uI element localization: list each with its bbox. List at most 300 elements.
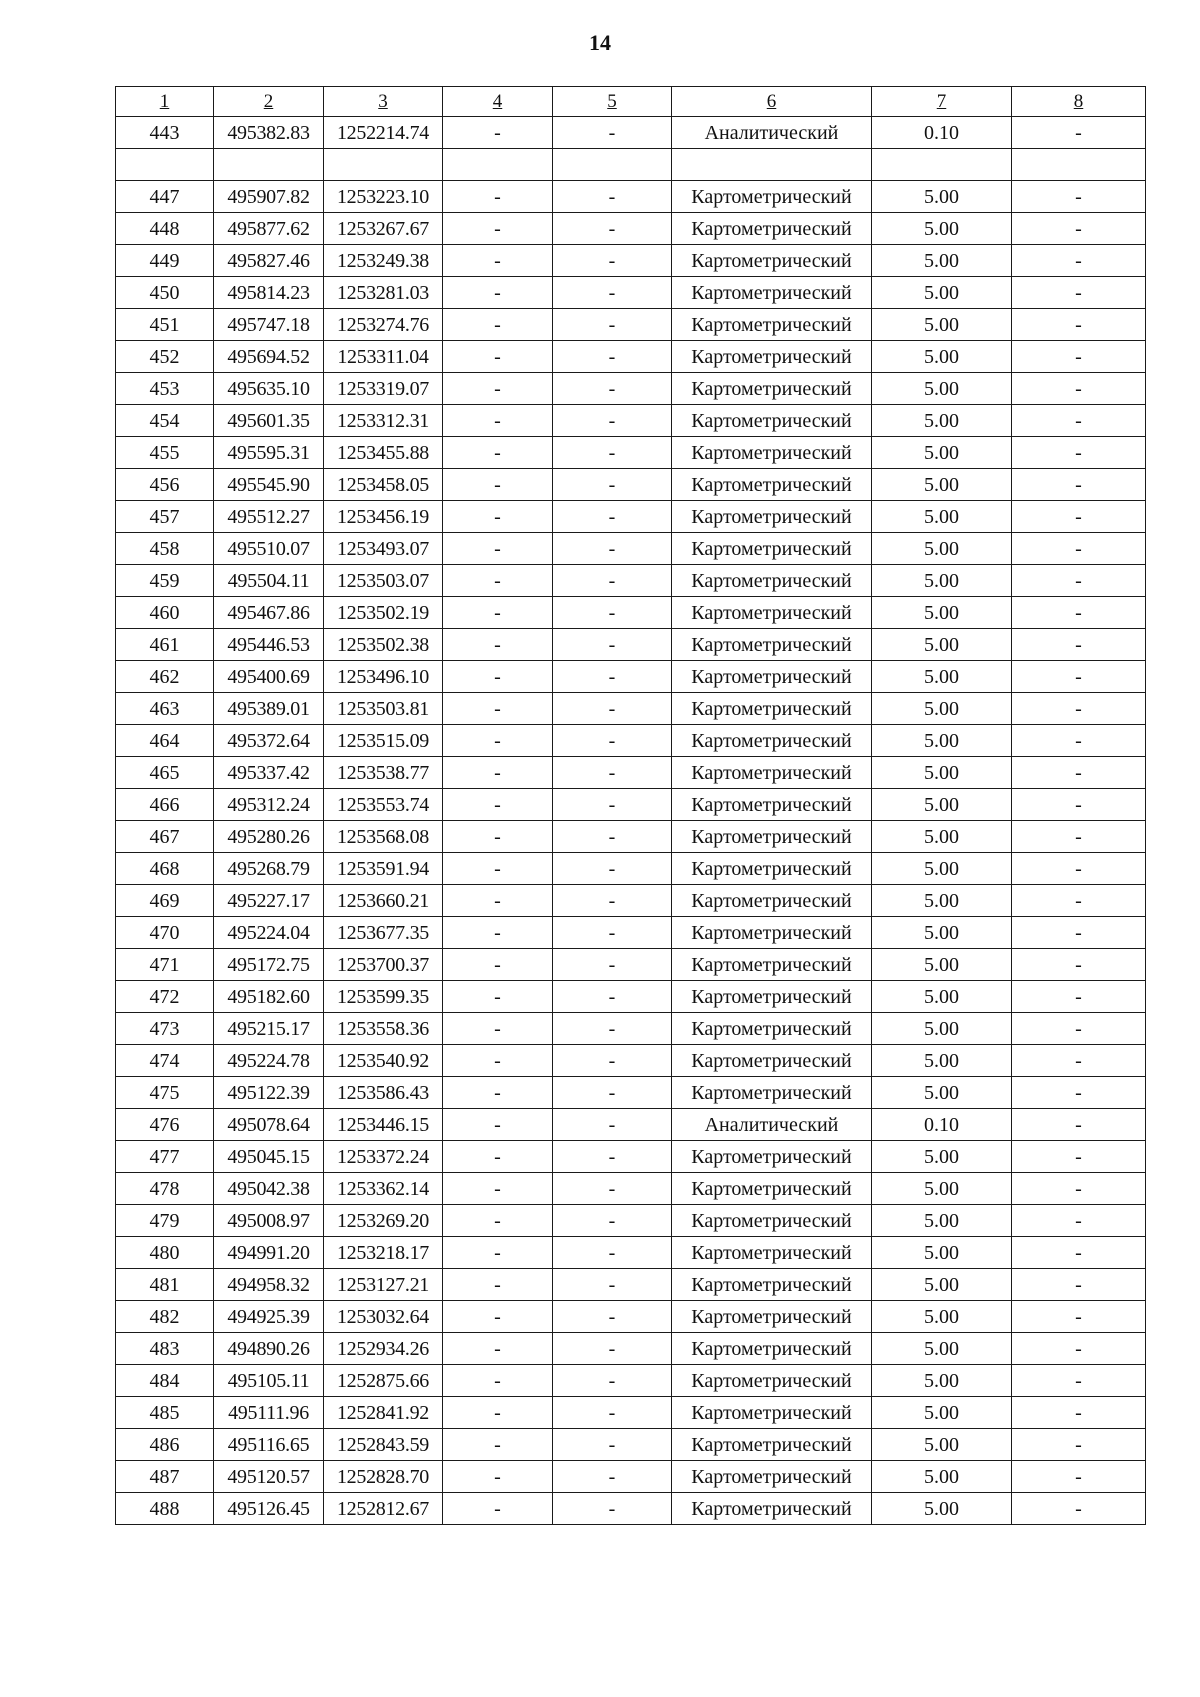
x-coordinate-cell: 495227.17 [214, 885, 324, 917]
x-coordinate-cell: 495389.01 [214, 693, 324, 725]
point-number-cell: 461 [116, 629, 214, 661]
y-coordinate-cell: 1253586.43 [324, 1077, 443, 1109]
y-coordinate-cell: 1253568.08 [324, 821, 443, 853]
column-4-cell: - [443, 1205, 553, 1237]
accuracy-cell: 5.00 [872, 885, 1012, 917]
method-cell: Картометрический [672, 373, 872, 405]
column-8-cell: - [1012, 1269, 1146, 1301]
method-cell: Картометрический [672, 565, 872, 597]
column-5-cell: - [553, 1173, 672, 1205]
column-4-cell: - [443, 1461, 553, 1493]
column-8-cell: - [1012, 693, 1146, 725]
accuracy-cell: 5.00 [872, 565, 1012, 597]
method-cell: Картометрический [672, 245, 872, 277]
table-row [116, 1461, 1146, 1493]
column-5-cell: - [553, 1397, 672, 1429]
x-coordinate-cell: 495372.64 [214, 725, 324, 757]
column-header-4: 4 [443, 87, 553, 117]
point-number-cell: 459 [116, 565, 214, 597]
accuracy-cell: 5.00 [872, 213, 1012, 245]
x-coordinate-cell: 495877.62 [214, 213, 324, 245]
column-4-cell: - [443, 693, 553, 725]
column-8-cell: - [1012, 1013, 1146, 1045]
method-cell: Картометрический [672, 501, 872, 533]
method-cell [672, 149, 872, 181]
x-coordinate-cell: 495337.42 [214, 757, 324, 789]
x-coordinate-cell: 494925.39 [214, 1301, 324, 1333]
column-8-cell: - [1012, 117, 1146, 149]
column-4-cell: - [443, 1237, 553, 1269]
method-cell: Картометрический [672, 1461, 872, 1493]
column-8-cell: - [1012, 789, 1146, 821]
y-coordinate-cell: 1253455.88 [324, 437, 443, 469]
point-number-cell: 448 [116, 213, 214, 245]
table-row [116, 1301, 1146, 1333]
y-coordinate-cell: 1253249.38 [324, 245, 443, 277]
x-coordinate-cell: 494958.32 [214, 1269, 324, 1301]
x-coordinate-cell: 495312.24 [214, 789, 324, 821]
x-coordinate-cell: 495446.53 [214, 629, 324, 661]
accuracy-cell: 5.00 [872, 757, 1012, 789]
column-5-cell: - [553, 789, 672, 821]
column-5-cell: - [553, 597, 672, 629]
accuracy-cell: 5.00 [872, 1397, 1012, 1429]
x-coordinate-cell: 495601.35 [214, 405, 324, 437]
x-coordinate-cell: 495120.57 [214, 1461, 324, 1493]
point-number-cell: 468 [116, 853, 214, 885]
table-row [116, 469, 1146, 501]
x-coordinate-cell: 495467.86 [214, 597, 324, 629]
accuracy-cell: 5.00 [872, 245, 1012, 277]
column-4-cell: - [443, 1333, 553, 1365]
column-8-cell: - [1012, 277, 1146, 309]
accuracy-cell: 5.00 [872, 1237, 1012, 1269]
table-row [116, 661, 1146, 693]
table-row [116, 1013, 1146, 1045]
column-8-cell: - [1012, 1397, 1146, 1429]
x-coordinate-cell: 495512.27 [214, 501, 324, 533]
method-cell: Картометрический [672, 1077, 872, 1109]
accuracy-cell: 5.00 [872, 1269, 1012, 1301]
y-coordinate-cell: 1252812.67 [324, 1493, 443, 1525]
point-number-cell: 465 [116, 757, 214, 789]
method-cell: Картометрический [672, 277, 872, 309]
y-coordinate-cell: 1253599.35 [324, 981, 443, 1013]
column-8-cell: - [1012, 853, 1146, 885]
point-number-cell: 472 [116, 981, 214, 1013]
point-number-cell: 484 [116, 1365, 214, 1397]
coordinates-table [115, 86, 1146, 1525]
method-cell: Картометрический [672, 1237, 872, 1269]
accuracy-cell: 5.00 [872, 853, 1012, 885]
accuracy-cell [872, 149, 1012, 181]
method-cell: Картометрический [672, 1301, 872, 1333]
column-8-cell: - [1012, 917, 1146, 949]
column-4-cell: - [443, 725, 553, 757]
y-coordinate-cell: 1253503.07 [324, 565, 443, 597]
point-number-cell: 479 [116, 1205, 214, 1237]
method-cell: Картометрический [672, 693, 872, 725]
point-number-cell: 485 [116, 1397, 214, 1429]
accuracy-cell: 5.00 [872, 1077, 1012, 1109]
x-coordinate-cell: 495105.11 [214, 1365, 324, 1397]
point-number-cell: 458 [116, 533, 214, 565]
x-coordinate-cell: 495111.96 [214, 1397, 324, 1429]
column-5-cell: - [553, 821, 672, 853]
column-4-cell: - [443, 1109, 553, 1141]
point-number-cell: 451 [116, 309, 214, 341]
accuracy-cell: 5.00 [872, 405, 1012, 437]
table-row [116, 1269, 1146, 1301]
y-coordinate-cell: 1253591.94 [324, 853, 443, 885]
column-4-cell: - [443, 309, 553, 341]
column-8-cell: - [1012, 1237, 1146, 1269]
method-cell: Картометрический [672, 949, 872, 981]
point-number-cell: 443 [116, 117, 214, 149]
point-number-cell: 467 [116, 821, 214, 853]
column-8-cell: - [1012, 1493, 1146, 1525]
point-number-cell: 473 [116, 1013, 214, 1045]
column-4-cell: - [443, 885, 553, 917]
column-8-cell: - [1012, 437, 1146, 469]
method-cell: Картометрический [672, 885, 872, 917]
y-coordinate-cell: 1252214.74 [324, 117, 443, 149]
method-cell: Картометрический [672, 437, 872, 469]
table-row [116, 1237, 1146, 1269]
column-5-cell: - [553, 1429, 672, 1461]
point-number-cell [116, 149, 214, 181]
point-number-cell: 456 [116, 469, 214, 501]
method-cell: Картометрический [672, 981, 872, 1013]
method-cell: Картометрический [672, 1045, 872, 1077]
column-5-cell: - [553, 1141, 672, 1173]
column-header-2: 2 [214, 87, 324, 117]
y-coordinate-cell: 1253540.92 [324, 1045, 443, 1077]
accuracy-cell: 5.00 [872, 597, 1012, 629]
table-row [116, 693, 1146, 725]
column-5-cell: - [553, 885, 672, 917]
table-row [116, 917, 1146, 949]
column-8-cell: - [1012, 1173, 1146, 1205]
y-coordinate-cell: 1253372.24 [324, 1141, 443, 1173]
accuracy-cell: 5.00 [872, 309, 1012, 341]
column-8-cell: - [1012, 469, 1146, 501]
column-5-cell: - [553, 373, 672, 405]
point-number-cell: 488 [116, 1493, 214, 1525]
column-4-cell: - [443, 789, 553, 821]
table-row [116, 629, 1146, 661]
method-cell: Картометрический [672, 213, 872, 245]
method-cell: Картометрический [672, 661, 872, 693]
x-coordinate-cell: 495907.82 [214, 181, 324, 213]
x-coordinate-cell: 495280.26 [214, 821, 324, 853]
column-4-cell: - [443, 1493, 553, 1525]
column-8-cell: - [1012, 373, 1146, 405]
table-header-row [116, 87, 1146, 117]
column-5-cell [553, 149, 672, 181]
accuracy-cell: 5.00 [872, 1173, 1012, 1205]
column-4-cell: - [443, 1269, 553, 1301]
x-coordinate-cell: 495172.75 [214, 949, 324, 981]
x-coordinate-cell: 495694.52 [214, 341, 324, 373]
column-5-cell: - [553, 1461, 672, 1493]
column-5-cell: - [553, 533, 672, 565]
column-4-cell: - [443, 117, 553, 149]
column-8-cell: - [1012, 1141, 1146, 1173]
point-number-cell: 455 [116, 437, 214, 469]
column-4-cell: - [443, 917, 553, 949]
y-coordinate-cell: 1253274.76 [324, 309, 443, 341]
accuracy-cell: 5.00 [872, 693, 1012, 725]
y-coordinate-cell: 1253446.15 [324, 1109, 443, 1141]
point-number-cell: 487 [116, 1461, 214, 1493]
column-5-cell: - [553, 405, 672, 437]
column-8-cell: - [1012, 213, 1146, 245]
y-coordinate-cell: 1252875.66 [324, 1365, 443, 1397]
table-row [116, 1109, 1146, 1141]
y-coordinate-cell: 1253553.74 [324, 789, 443, 821]
column-4-cell: - [443, 853, 553, 885]
table-row [116, 501, 1146, 533]
column-4-cell: - [443, 757, 553, 789]
column-8-cell: - [1012, 533, 1146, 565]
column-8-cell: - [1012, 309, 1146, 341]
y-coordinate-cell: 1253503.81 [324, 693, 443, 725]
column-4-cell: - [443, 949, 553, 981]
point-number-cell: 476 [116, 1109, 214, 1141]
column-header-5: 5 [553, 87, 672, 117]
method-cell: Картометрический [672, 917, 872, 949]
x-coordinate-cell: 495122.39 [214, 1077, 324, 1109]
y-coordinate-cell: 1253677.35 [324, 917, 443, 949]
y-coordinate-cell: 1253456.19 [324, 501, 443, 533]
column-4-cell: - [443, 1045, 553, 1077]
column-5-cell: - [553, 501, 672, 533]
column-5-cell: - [553, 1045, 672, 1077]
column-4-cell: - [443, 1141, 553, 1173]
column-header-3: 3 [324, 87, 443, 117]
method-cell: Картометрический [672, 181, 872, 213]
table-row [116, 149, 1146, 181]
y-coordinate-cell: 1253502.19 [324, 597, 443, 629]
x-coordinate-cell: 495510.07 [214, 533, 324, 565]
y-coordinate-cell: 1253218.17 [324, 1237, 443, 1269]
x-coordinate-cell: 495504.11 [214, 565, 324, 597]
column-8-cell: - [1012, 565, 1146, 597]
point-number-cell: 478 [116, 1173, 214, 1205]
column-4-cell: - [443, 1077, 553, 1109]
point-number-cell: 463 [116, 693, 214, 725]
method-cell: Картометрический [672, 757, 872, 789]
column-8-cell: - [1012, 181, 1146, 213]
accuracy-cell: 5.00 [872, 1045, 1012, 1077]
x-coordinate-cell: 494890.26 [214, 1333, 324, 1365]
table-row [116, 533, 1146, 565]
method-cell: Картометрический [672, 533, 872, 565]
column-4-cell: - [443, 405, 553, 437]
method-cell: Картометрический [672, 853, 872, 885]
y-coordinate-cell: 1253312.31 [324, 405, 443, 437]
y-coordinate-cell: 1253700.37 [324, 949, 443, 981]
column-4-cell: - [443, 565, 553, 597]
column-header-8: 8 [1012, 87, 1146, 117]
column-8-cell: - [1012, 597, 1146, 629]
column-5-cell: - [553, 469, 672, 501]
column-4-cell: - [443, 1429, 553, 1461]
point-number-cell: 480 [116, 1237, 214, 1269]
table-row [116, 981, 1146, 1013]
point-number-cell: 453 [116, 373, 214, 405]
column-4-cell: - [443, 597, 553, 629]
table-row [116, 405, 1146, 437]
table-row [116, 309, 1146, 341]
x-coordinate-cell: 495635.10 [214, 373, 324, 405]
method-cell: Картометрический [672, 725, 872, 757]
accuracy-cell: 5.00 [872, 1429, 1012, 1461]
column-8-cell: - [1012, 1333, 1146, 1365]
accuracy-cell: 5.00 [872, 1365, 1012, 1397]
x-coordinate-cell: 495116.65 [214, 1429, 324, 1461]
point-number-cell: 483 [116, 1333, 214, 1365]
y-coordinate-cell: 1253032.64 [324, 1301, 443, 1333]
y-coordinate-cell: 1253538.77 [324, 757, 443, 789]
page-number: 14 [589, 30, 611, 55]
table-row [116, 1173, 1146, 1205]
column-5-cell: - [553, 661, 672, 693]
column-8-cell: - [1012, 1461, 1146, 1493]
column-5-cell: - [553, 1365, 672, 1397]
accuracy-cell: 5.00 [872, 949, 1012, 981]
y-coordinate-cell: 1253267.67 [324, 213, 443, 245]
column-5-cell: - [553, 181, 672, 213]
table-row [116, 1045, 1146, 1077]
column-5-cell: - [553, 725, 672, 757]
point-number-cell: 452 [116, 341, 214, 373]
x-coordinate-cell: 495042.38 [214, 1173, 324, 1205]
accuracy-cell: 0.10 [872, 1109, 1012, 1141]
column-4-cell: - [443, 181, 553, 213]
accuracy-cell: 5.00 [872, 1301, 1012, 1333]
table-row [116, 373, 1146, 405]
table-row [116, 1493, 1146, 1525]
table-row [116, 277, 1146, 309]
x-coordinate-cell: 495224.04 [214, 917, 324, 949]
y-coordinate-cell: 1253269.20 [324, 1205, 443, 1237]
column-4-cell: - [443, 661, 553, 693]
accuracy-cell: 5.00 [872, 1493, 1012, 1525]
y-coordinate-cell: 1253311.04 [324, 341, 443, 373]
column-8-cell: - [1012, 1077, 1146, 1109]
y-coordinate-cell: 1253496.10 [324, 661, 443, 693]
method-cell: Картометрический [672, 1333, 872, 1365]
column-8-cell: - [1012, 885, 1146, 917]
method-cell: Картометрический [672, 1013, 872, 1045]
accuracy-cell: 5.00 [872, 181, 1012, 213]
accuracy-cell: 5.00 [872, 725, 1012, 757]
point-number-cell: 464 [116, 725, 214, 757]
column-8-cell: - [1012, 1301, 1146, 1333]
accuracy-cell: 5.00 [872, 981, 1012, 1013]
column-8-cell: - [1012, 981, 1146, 1013]
x-coordinate-cell: 495400.69 [214, 661, 324, 693]
point-number-cell: 475 [116, 1077, 214, 1109]
x-coordinate-cell: 495008.97 [214, 1205, 324, 1237]
column-4-cell: - [443, 821, 553, 853]
table-row [116, 1141, 1146, 1173]
method-cell: Картометрический [672, 1205, 872, 1237]
method-cell: Картометрический [672, 1493, 872, 1525]
column-8-cell: - [1012, 501, 1146, 533]
column-4-cell: - [443, 1173, 553, 1205]
column-5-cell: - [553, 1237, 672, 1269]
column-8-cell: - [1012, 405, 1146, 437]
accuracy-cell: 5.00 [872, 437, 1012, 469]
column-4-cell: - [443, 341, 553, 373]
table-row [116, 1365, 1146, 1397]
x-coordinate-cell: 495268.79 [214, 853, 324, 885]
y-coordinate-cell: 1253558.36 [324, 1013, 443, 1045]
column-4-cell: - [443, 501, 553, 533]
accuracy-cell: 5.00 [872, 501, 1012, 533]
column-4-cell [443, 149, 553, 181]
y-coordinate-cell: 1253515.09 [324, 725, 443, 757]
table-row [116, 597, 1146, 629]
y-coordinate-cell: 1253502.38 [324, 629, 443, 661]
accuracy-cell: 5.00 [872, 341, 1012, 373]
method-cell: Картометрический [672, 1397, 872, 1429]
point-number-cell: 454 [116, 405, 214, 437]
table-body [116, 117, 1146, 1525]
accuracy-cell: 5.00 [872, 1205, 1012, 1237]
method-cell: Картометрический [672, 1141, 872, 1173]
column-8-cell: - [1012, 949, 1146, 981]
column-8-cell [1012, 149, 1146, 181]
point-number-cell: 471 [116, 949, 214, 981]
column-5-cell: - [553, 341, 672, 373]
y-coordinate-cell: 1252841.92 [324, 1397, 443, 1429]
column-5-cell: - [553, 693, 672, 725]
y-coordinate-cell: 1252828.70 [324, 1461, 443, 1493]
column-4-cell: - [443, 1365, 553, 1397]
column-header-1: 1 [116, 87, 214, 117]
column-4-cell: - [443, 629, 553, 661]
method-cell: Картометрический [672, 597, 872, 629]
point-number-cell: 466 [116, 789, 214, 821]
method-cell: Картометрический [672, 1173, 872, 1205]
column-5-cell: - [553, 917, 672, 949]
x-coordinate-cell: 494991.20 [214, 1237, 324, 1269]
table-row [116, 181, 1146, 213]
y-coordinate-cell: 1253319.07 [324, 373, 443, 405]
column-8-cell: - [1012, 1429, 1146, 1461]
column-5-cell: - [553, 1109, 672, 1141]
x-coordinate-cell: 495545.90 [214, 469, 324, 501]
point-number-cell: 470 [116, 917, 214, 949]
accuracy-cell: 5.00 [872, 917, 1012, 949]
method-cell: Картометрический [672, 1269, 872, 1301]
x-coordinate-cell: 495045.15 [214, 1141, 324, 1173]
method-cell: Картометрический [672, 1365, 872, 1397]
x-coordinate-cell [214, 149, 324, 181]
y-coordinate-cell: 1252934.26 [324, 1333, 443, 1365]
column-8-cell: - [1012, 1045, 1146, 1077]
point-number-cell: 482 [116, 1301, 214, 1333]
column-4-cell: - [443, 213, 553, 245]
table-row [116, 1429, 1146, 1461]
column-8-cell: - [1012, 629, 1146, 661]
x-coordinate-cell: 495126.45 [214, 1493, 324, 1525]
column-5-cell: - [553, 117, 672, 149]
